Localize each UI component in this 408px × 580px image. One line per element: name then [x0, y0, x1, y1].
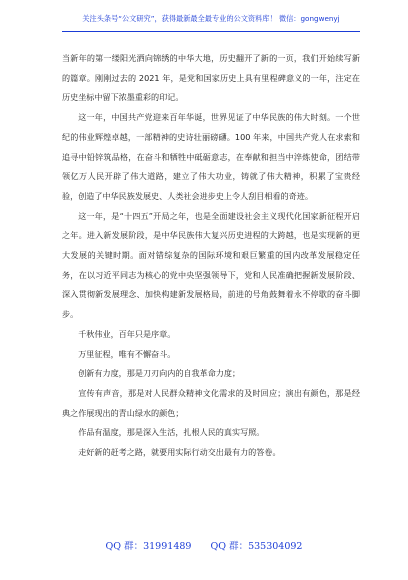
paragraph: 当新年的第一缕阳光洒向锦绣的中华大地，历史翻开了新的一页，我们开始续写新的篇章。刚刚过去的 2021 年，是党和国家历史上具有里程碑意义的一年，注定在历史坐标中留下浓墨重彩的印记。 [62, 53, 360, 103]
document-body [62, 49, 360, 463]
paragraph: 创新有力度，那是刀刃向内的自我革命力度； [78, 368, 241, 379]
footer-qq-group-1: QQ 群：31991489 [105, 541, 192, 552]
paragraph: 作品有温度，那是深入生活，扎根人民的真实写照。 [78, 427, 265, 438]
paragraph: 走好新的赶考之路，就要用实际行动交出最有力的答卷。 [78, 447, 281, 458]
footer-qq-group-2: QQ 群：535304092 [210, 541, 303, 552]
paragraph: 万里征程，唯有不懈奋斗。 [78, 348, 176, 359]
paragraph: 宣传有声音，那是对人民群众精神文化需求的及时回应；演出有颜色，那是经典之作展现出的青山绿水的颜色； [62, 387, 360, 418]
footer-contacts [0, 538, 408, 552]
paragraph: 这一年，是“十四五”开局之年，也是全面建设社会主义现代化国家新征程开启之年。进入新发展阶段，是中华民族伟大复兴历史进程的大跨越，也是实现新的更大发展的关键时期。面对错综复杂的国际环境和艰巨繁重的国内改革发展稳定任务，在以习近平同志为核心的党中央坚强领导下，党和人民准确把握新发展阶段、深入贯彻新发展理念、加快构建新发展格局，前进的号角鼓舞着永不停歇的奋斗脚步。 [62, 210, 360, 320]
header-divider [62, 31, 360, 32]
header-banner[interactable]: 关注头条号“公文研究”，获得最新最全最专业的公文资料库！ 微信：gongwenyj [82, 14, 340, 23]
paragraph: 千秋伟业，百年只是序章。 [78, 328, 176, 339]
paragraph: 这一年，中国共产党迎来百年华诞，世界见证了中华民族的伟大时刻。一个世纪的伟业辉煌卓越，一部精神的史诗壮丽磅礴。100 年来，中国共产党人在求索和追寻中铅锌筑品格，在奋斗和牺牲中砥砺意志，在奉献和担当中淬炼使命，团结带领亿万人民开辟了伟大道路，建立了伟大功业，铸就了伟大精神，积累了宝贵经验，创造了中华民族发展史、人类社会进步史上令人刮目相看的奇迹。 [62, 112, 360, 201]
